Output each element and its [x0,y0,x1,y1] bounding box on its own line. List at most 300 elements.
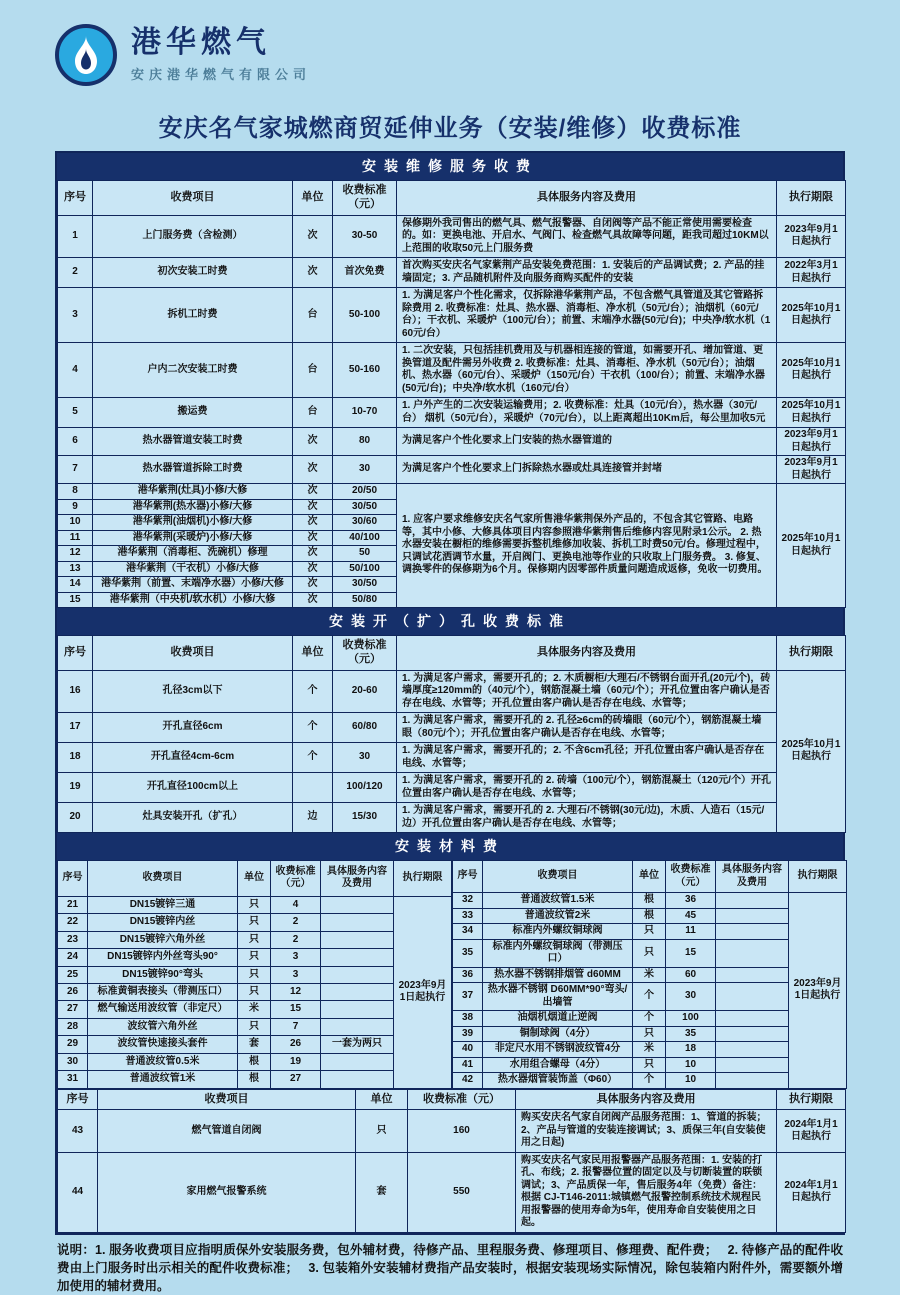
service-description [321,1018,394,1035]
row-number: 31 [58,1071,88,1089]
service-description: 1. 为满足客户需求，需要开孔的 2. 孔径≥6cm的砖墙眼（60元/个），钢筋混凝土墙眼（80元/个）；开孔位置由客户确认是否存在电线、水管等； [397,713,777,743]
fee-item: 港华紫荆(油烟机)小修/大修 [93,515,293,531]
fee-table-stack [55,151,845,1235]
unit: 次 [293,428,333,456]
row-number: 17 [58,713,93,743]
effective-date: 2025年10月1日起执行 [777,670,846,833]
unit: 次 [293,456,333,484]
unit: 次 [293,561,333,577]
fee-item: DN15镀锌90°弯头 [88,966,238,983]
service-description: 购买安庆名气家自闭阀产品服务范围：1、管道的拆装；2、产品与管道的安装连接调试；3、质保三年(自安装使用之日起) [516,1110,777,1153]
fee-item: 港华紫荆（消毒柜、洗碗机）修理 [93,546,293,562]
table-row [58,743,846,773]
row-number: 40 [453,1042,483,1058]
row-number: 43 [58,1110,98,1153]
table-row [453,1057,847,1073]
fee-item: 户内二次安装工时费 [93,343,293,398]
fee-standard: 50 [333,546,397,562]
service-description [716,1026,789,1042]
fee-item: 油烟机烟道止逆阀 [483,1011,633,1027]
row-number: 32 [453,893,483,909]
fee-item: 波纹管快速接头套件 [88,1036,238,1053]
table-row [453,924,847,940]
column-header: 单位 [293,636,333,671]
fee-standard: 15/30 [333,803,397,833]
effective-date: 2025年10月1日起执行 [777,288,846,343]
table-row [58,288,846,343]
table-row [58,1018,452,1035]
service-description: 1. 为满足客户需求，需要开孔的 2. 大理石/不锈钢(30元/边)，木质、人造石（15元/边）开孔位置由客户确认是否存在电线、水管等； [397,803,777,833]
unit: 次 [293,546,333,562]
column-header: 具体服务内容及费用 [516,1089,777,1110]
fee-standard: 30-50 [333,215,397,258]
towngas-logo [55,24,117,86]
service-description [321,914,394,931]
column-header: 执行期限 [777,1089,846,1110]
row-number: 28 [58,1018,88,1035]
unit: 只 [633,1057,666,1073]
fee-item: DN15镀锌三通 [88,896,238,913]
row-number: 14 [58,577,93,593]
fee-standard: 20-60 [333,670,397,713]
column-header: 执行期限 [789,861,847,893]
fee-item: 搬运费 [93,398,293,428]
header-row [58,636,846,671]
row-number: 26 [58,983,88,1000]
row-number: 4 [58,343,93,398]
section-bar-materials: 安装材料费 [57,833,843,860]
column-header: 具体服务内容及费用 [397,181,777,216]
service-description: 1. 应客户要求维修安庆名气家所售港华紫荆保外产品的，不包含其它管路、电路等，其中小修、大修具体项目内容参照港华紫荆售后维修内容见附录1公示。 2. 热水器安装在橱柜的维修需要拆整机维修加收装、拆机工时费50元/台。修理过程中，只调试花洒调节水量，开启阀门、更换电池等作业的只收取上门服务费。 3. 修复、调换零件的保修期为6个月。保修期内因零部件质量问题造成返修，免收一切费用。 [397,484,777,608]
service-description: 保修期外我司售出的燃气具、燃气报警器、自闭阀等产品不能正常使用需要检查的。如：更换电池、开启水、气阀门、检查燃气具故障等问题，距我司超过10KM以上范围的收取50元上门服务费 [397,215,777,258]
table-row [58,983,452,1000]
effective-date: 2023年9月1日起执行 [394,896,452,1088]
table-row [453,1026,847,1042]
table-row [58,1053,452,1070]
fee-standard: 15 [271,1001,321,1018]
unit: 只 [238,931,271,948]
service-description [321,931,394,948]
fee-item: 燃气管道自闭阀 [98,1110,356,1153]
row-number: 12 [58,546,93,562]
table-row [58,773,846,803]
unit: 根 [633,908,666,924]
column-header: 执行期限 [777,181,846,216]
fee-item: 灶具安装开孔（扩孔） [93,803,293,833]
column-header: 收费项目 [93,181,293,216]
row-number: 8 [58,484,93,500]
fee-item: 标准内外螺纹铜球阀（带测压口） [483,939,633,967]
unit: 只 [238,966,271,983]
column-header: 单位 [633,861,666,893]
row-number: 7 [58,456,93,484]
fee-standard: 7 [271,1018,321,1035]
fee-standard: 50/80 [333,592,397,608]
effective-date: 2023年9月1日起执行 [789,893,847,1089]
fee-standard: 27 [271,1071,321,1089]
fee-item: 港华紫荆(采暖炉)小修/大修 [93,530,293,546]
gas-flame-icon [71,35,101,75]
table-row [453,939,847,967]
fee-item: 热水器烟管装饰盖（Φ60） [483,1073,633,1089]
effective-date: 2022年3月1日起执行 [777,258,846,288]
fee-standard: 30 [333,456,397,484]
fee-standard: 550 [408,1152,516,1232]
fee-standard: 60/80 [333,713,397,743]
fee-standard: 30 [666,983,716,1011]
row-number: 19 [58,773,93,803]
unit: 米 [633,1042,666,1058]
fee-item: 孔径3cm以下 [93,670,293,713]
unit: 根 [633,893,666,909]
column-header: 序号 [453,861,483,893]
service-description [321,966,394,983]
column-header: 序号 [58,1089,98,1110]
row-number: 1 [58,215,93,258]
service-description: 购买安庆名气家民用报警器产品服务范围：1. 安装的打孔、布线；2. 报警器位置的固定以及与切断装置的联锁调试；3、产品质保一年，售后服务4年（免费）备注：根据 CJ-T146-2011:城镇燃气报警控制系统技术规程民用报警器的使用寿命为5年，使用寿命自安装使用之日起。 [516,1152,777,1232]
effective-date: 2023年9月1日起执行 [777,215,846,258]
table-row [58,896,452,913]
materials-table-left [57,860,452,1089]
column-header: 收费标准（元） [271,861,321,897]
fee-standard: 2 [271,914,321,931]
service-description: 1. 户外产生的二次安装运输费用；2. 收费标准：灶具（10元/台），热水器（30元/台） 烟机（50元/台），采暖炉（70元/台），以上距离超出10Km后，每公里加收5元 [397,398,777,428]
fee-item: 港华紫荆（前置、末端净水器）小修/大修 [93,577,293,593]
service-fee-table [57,180,846,608]
row-number: 2 [58,258,93,288]
fee-standard: 80 [333,428,397,456]
row-number: 44 [58,1152,98,1232]
unit: 只 [633,939,666,967]
service-description [716,939,789,967]
unit: 个 [293,743,333,773]
fee-item: 家用燃气报警系统 [98,1152,356,1232]
unit: 个 [293,670,333,713]
fee-item: 铜制球阀（4分） [483,1026,633,1042]
materials-tables [57,860,843,1089]
unit: 套 [356,1152,408,1232]
fee-item: 港华紫荆(灶具)小修/大修 [93,484,293,500]
unit: 次 [293,484,333,500]
unit: 台 [293,343,333,398]
brand-name: 港华燃气 [131,26,271,59]
fee-standard: 12 [271,983,321,1000]
row-number: 15 [58,592,93,608]
fee-standard: 30/50 [333,499,397,515]
service-description [321,949,394,966]
company-header [55,24,845,102]
fee-item: 波纹管六角外丝 [88,1018,238,1035]
fee-item: 港华紫荆（中央机/软水机）小修/大修 [93,592,293,608]
fee-standard: 50/100 [333,561,397,577]
unit: 台 [293,288,333,343]
fee-standard: 2 [271,931,321,948]
column-header: 执行期限 [777,636,846,671]
table-row [453,1042,847,1058]
table-row [58,1152,846,1232]
fee-standard: 15 [666,939,716,967]
unit: 台 [293,398,333,428]
row-number: 34 [453,924,483,940]
fee-standard: 100 [666,1011,716,1027]
table-row [58,343,846,398]
service-description: 1. 为满足客户需求，需要开孔的；2. 木质橱柜/大理石/不锈钢台面开孔(20元/个)，砖墙厚度≥120mm的（40元/个），钢筋混凝土墙（60元/个）；开孔位置由客户确认是否存在电线、水管等；开孔位置由客户确认是否存在电线、水管等； [397,670,777,713]
column-header: 单位 [356,1089,408,1110]
column-header: 序号 [58,636,93,671]
effective-date: 2025年10月1日起执行 [777,398,846,428]
fee-standard: 60 [666,967,716,983]
column-header: 收费项目 [93,636,293,671]
unit: 只 [238,1018,271,1035]
unit: 米 [633,967,666,983]
table-row [58,1110,846,1153]
brand-text [131,24,311,83]
fee-item: 燃气输送用波纹管（非定尺） [88,1001,238,1018]
unit [293,773,333,803]
fee-standard: 40/100 [333,530,397,546]
column-header: 收费项目 [98,1089,356,1110]
fee-standard: 26 [271,1036,321,1053]
fee-item: 热水器管道拆除工时费 [93,456,293,484]
table-row [453,1011,847,1027]
table-row [58,1036,452,1053]
fee-standard: 30/50 [333,577,397,593]
fee-standard: 18 [666,1042,716,1058]
header-row [58,861,452,897]
table-row [58,1071,452,1089]
fee-item: 普通波纹管2米 [483,908,633,924]
table-row [58,258,846,288]
fee-item: 拆机工时费 [93,288,293,343]
notes-text: 1. 服务收费项目应指明质保外安装服务费，包外辅材费，待修产品、里程服务费、修理项目、修理费、配件费； 2. 待修产品的配件收费由上门服务时出示相关的配件收费标准； 3. 包装箱外安装辅材费指产品安装时，根据安装现场实际情况，除包装箱内附件外，需要额外增加使用的辅材费用。 [57,1242,843,1293]
fee-item: 开孔直径6cm [93,713,293,743]
service-description: 1. 为满足客户需求，需要开孔的 2. 砖墙（100元/个），钢筋混凝土（120元/个）开孔位置由客户确认是否存在电线、水管等； [397,773,777,803]
fee-standard: 30 [333,743,397,773]
table-row [58,670,846,713]
row-number: 21 [58,896,88,913]
column-header: 收费标准（元） [333,636,397,671]
service-description [321,1001,394,1018]
effective-date: 2024年1月1日起执行 [777,1110,846,1153]
row-number: 30 [58,1053,88,1070]
header-row [58,181,846,216]
table-row [58,713,846,743]
unit: 只 [238,983,271,1000]
effective-date: 2023年9月1日起执行 [777,456,846,484]
header-row [58,1089,846,1110]
fee-item: 标准内外螺纹铜球阀 [483,924,633,940]
unit: 个 [633,1073,666,1089]
fee-item: 非定尺水用不锈钢波纹管4分 [483,1042,633,1058]
table-row [453,908,847,924]
table-row [58,484,846,500]
fee-item: 开孔直径4cm-6cm [93,743,293,773]
column-header: 单位 [293,181,333,216]
row-number: 20 [58,803,93,833]
fee-item: 开孔直径100cm以上 [93,773,293,803]
table-row [58,1001,452,1018]
section-bar-service: 安装维修服务收费 [57,153,843,180]
service-description: 为满足客户个性化要求上门拆除热水器或灶具连接管并封堵 [397,456,777,484]
table-row [58,215,846,258]
fee-standard: 100/120 [333,773,397,803]
company-name: 安庆港华燃气有限公司 [131,67,312,82]
service-description [716,908,789,924]
fee-standard: 45 [666,908,716,924]
unit: 套 [238,1036,271,1053]
unit: 次 [293,515,333,531]
unit: 米 [238,1001,271,1018]
column-header: 收费标准（元） [408,1089,516,1110]
notes-label: 说明： [57,1242,96,1257]
unit: 次 [293,530,333,546]
fee-standard: 36 [666,893,716,909]
fee-item: 标准黄铜表接头（带测压口） [88,983,238,1000]
service-description [321,896,394,913]
fee-item: 港华紫荆(热水器)小修/大修 [93,499,293,515]
service-description [321,1053,394,1070]
fee-item: 普通波纹管1.5米 [483,893,633,909]
table-row [453,983,847,1011]
drilling-fee-table [57,635,846,833]
service-description [716,1042,789,1058]
effective-date: 2025年10月1日起执行 [777,343,846,398]
unit: 只 [633,1026,666,1042]
fee-standard: 11 [666,924,716,940]
table-row [453,1073,847,1089]
fee-item: 水用组合螺母（4分） [483,1057,633,1073]
fee-standard: 10 [666,1057,716,1073]
unit: 次 [293,592,333,608]
fee-item: 港华紫荆（干衣机）小修/大修 [93,561,293,577]
row-number: 10 [58,515,93,531]
fee-item: 普通波纹管1米 [88,1071,238,1089]
unit: 个 [633,1011,666,1027]
header-row [453,861,847,893]
unit: 边 [293,803,333,833]
service-description [716,967,789,983]
service-description [716,1057,789,1073]
fee-item: 热水器管道安装工时费 [93,428,293,456]
fee-standard: 50-100 [333,288,397,343]
unit: 只 [238,914,271,931]
row-number: 18 [58,743,93,773]
row-number: 36 [453,967,483,983]
page-title: 安庆名气家城燃商贸延伸业务（安装/维修）收费标准 [158,115,742,142]
fee-item: 热水器不锈钢 D60MM*90°弯头/出墙管 [483,983,633,1011]
unit: 只 [238,896,271,913]
fee-standard: 首次免费 [333,258,397,288]
service-description: 为满足客户个性化要求上门安装的热水器管道的 [397,428,777,456]
fee-item: 初次安装工时费 [93,258,293,288]
row-number: 42 [453,1073,483,1089]
service-description [716,924,789,940]
effective-date: 2023年9月1日起执行 [777,428,846,456]
fee-item: 普通波纹管0.5米 [88,1053,238,1070]
table-row [58,914,452,931]
unit: 只 [633,924,666,940]
unit: 根 [238,1071,271,1089]
column-header: 收费标准（元） [333,181,397,216]
row-number: 38 [453,1011,483,1027]
fee-item: DN15镀锌内外丝弯头90° [88,949,238,966]
fee-standard: 20/50 [333,484,397,500]
row-number: 39 [453,1026,483,1042]
fee-item: 热水器不锈钢排烟管 d60MM [483,967,633,983]
column-header: 序号 [58,181,93,216]
service-description [716,1011,789,1027]
fee-standard: 3 [271,949,321,966]
unit: 次 [293,577,333,593]
service-description [716,893,789,909]
column-header: 收费标准（元） [666,861,716,893]
fee-item: DN15镀锌六角外丝 [88,931,238,948]
column-header: 具体服务内容及费用 [716,861,789,893]
fee-standard: 30/60 [333,515,397,531]
row-number: 16 [58,670,93,713]
service-description [716,983,789,1011]
section-bar-drilling: 安装开（扩）孔收费标准 [57,608,843,635]
service-description [321,1071,394,1089]
unit: 次 [293,258,333,288]
table-row [58,931,452,948]
fee-standard: 160 [408,1110,516,1153]
fee-standard: 3 [271,966,321,983]
column-header: 执行期限 [394,861,452,897]
row-number: 23 [58,931,88,948]
unit: 次 [293,499,333,515]
service-description [321,983,394,1000]
column-header: 序号 [58,861,88,897]
table-row [58,428,846,456]
row-number: 13 [58,561,93,577]
fee-standard: 35 [666,1026,716,1042]
table-row [58,398,846,428]
table-row [58,949,452,966]
row-number: 41 [453,1057,483,1073]
row-number: 33 [453,908,483,924]
fee-standard: 10 [666,1073,716,1089]
unit: 次 [293,215,333,258]
table-row [58,456,846,484]
fee-standard: 50-160 [333,343,397,398]
row-number: 37 [453,983,483,1011]
table-row [58,966,452,983]
row-number: 24 [58,949,88,966]
service-description: 1. 为满足客户个性化需求，仅拆除港华紫荆产品，不包含燃气具管道及其它管路拆除费用 2. 收费标准：灶具、热水器、消毒柜、净水机（50元/台）；油烟机（60元/台）；干衣机、采暖炉（100元/台）；前置、末端净水器(50元/台)；中央净/软水机（160元/台） [397,288,777,343]
column-header: 具体服务内容及费用 [397,636,777,671]
unit: 根 [238,1053,271,1070]
row-number: 5 [58,398,93,428]
service-description: 一套为两只 [321,1036,394,1053]
row-number: 9 [58,499,93,515]
service-description: 1. 为满足客户需求，需要开孔的；2. 不含6cm孔径；开孔位置由客户确认是否存在电线、水管等； [397,743,777,773]
table-row [453,967,847,983]
column-header: 收费项目 [88,861,238,897]
notes-paragraph [55,1235,845,1295]
row-number: 3 [58,288,93,343]
extended-fee-table [57,1089,846,1233]
service-description: 首次购买安庆名气家紫荆产品安装免费范围：1. 安装后的产品调试费；2. 产品的挂墙固定；3. 产品随机附件及向服务商购买配件的安装 [397,258,777,288]
materials-table-right [452,860,847,1089]
row-number: 6 [58,428,93,456]
unit: 个 [293,713,333,743]
unit: 个 [633,983,666,1011]
unit: 只 [356,1110,408,1153]
effective-date: 2025年10月1日起执行 [777,484,846,608]
service-description [716,1073,789,1089]
row-number: 25 [58,966,88,983]
